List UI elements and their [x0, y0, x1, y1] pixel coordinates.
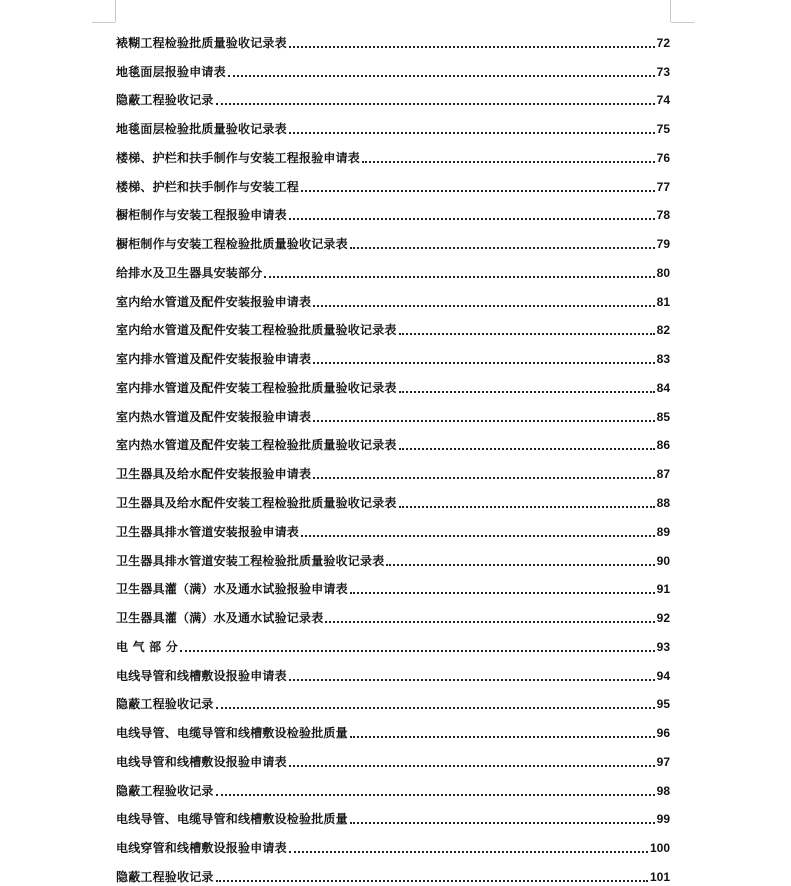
toc-entry-title: 隐蔽工程验收记录 [116, 869, 214, 884]
toc-entry-title: 楼梯、护栏和扶手制作与安装工程 [116, 179, 300, 194]
toc-dot-leader [362, 160, 655, 163]
toc-entry-page: 83 [656, 352, 670, 367]
toc-entry-page: 96 [656, 726, 670, 741]
toc-entry-page: 98 [656, 783, 670, 798]
toc-entry-title: 橱柜制作与安装工程检验批质量验收记录表 [116, 237, 348, 252]
toc-entry-page: 100 [649, 841, 670, 856]
toc-entry-title: 卫生器具灌（满）水及通水试验记录表 [116, 611, 324, 626]
toc-entry[interactable] [116, 570, 670, 599]
toc-entry-page: 87 [656, 467, 670, 482]
toc-dot-leader [386, 563, 654, 566]
toc-entry-title: 电线导管和线槽敷设报验申请表 [116, 754, 287, 769]
toc-entry[interactable] [116, 771, 670, 800]
toc-entry-title: 橱柜制作与安装工程报验申请表 [116, 208, 287, 223]
toc-entry-page: 92 [656, 611, 670, 626]
toc-dot-leader [289, 678, 655, 681]
toc-dot-leader [313, 304, 654, 307]
toc-entry-page: 97 [656, 754, 670, 769]
toc-entry[interactable] [116, 52, 670, 81]
toc-entry-page: 82 [656, 323, 670, 338]
toc-entry-page: 94 [656, 668, 670, 683]
toc-entry-title: 卫生器具排水管道安装工程检验批质量验收记录表 [116, 553, 385, 568]
toc-dot-leader [180, 649, 655, 652]
toc-dot-leader [325, 620, 654, 623]
crop-mark-top-left [115, 0, 116, 22]
toc-entry[interactable] [116, 196, 670, 225]
toc-entry-page: 86 [656, 438, 670, 453]
toc-entry-page: 93 [656, 639, 670, 654]
toc-entry[interactable] [116, 857, 670, 886]
toc-entry-title: 电线导管、电缆导管和线槽敷设检验批质量 [116, 812, 348, 827]
toc-entry[interactable] [116, 828, 670, 857]
toc-dot-leader [289, 764, 655, 767]
toc-entry-page: 85 [656, 409, 670, 424]
toc-entry-title: 楼梯、护栏和扶手制作与安装工程报验申请表 [116, 150, 361, 165]
toc-entry-title: 隐蔽工程验收记录 [116, 697, 214, 712]
toc-entry-title: 电 气 部 分 [116, 639, 178, 654]
toc-dot-leader [399, 390, 655, 393]
toc-dot-leader [264, 275, 654, 278]
toc-entry-page: 75 [656, 122, 670, 137]
toc-entry-title: 室内排水管道及配件安装报验申请表 [116, 352, 312, 367]
toc-entry-page: 80 [656, 265, 670, 280]
toc-entry-page: 76 [656, 150, 670, 165]
toc-entry-title: 地毯面层检验批质量验收记录表 [116, 122, 287, 137]
toc-entry-title: 卫生器具灌（满）水及通水试验报验申请表 [116, 582, 348, 597]
toc-dot-leader [399, 447, 655, 450]
toc-entry[interactable] [116, 426, 670, 455]
toc-entry-page: 99 [656, 812, 670, 827]
toc-entry[interactable] [116, 483, 670, 512]
toc-dot-leader [216, 879, 648, 882]
toc-entry[interactable] [116, 627, 670, 656]
toc-entry[interactable] [116, 109, 670, 138]
toc-entry-title: 卫生器具及给水配件安装工程检验批质量验收记录表 [116, 496, 397, 511]
toc-dot-leader [350, 821, 655, 824]
toc-dot-leader [216, 102, 655, 105]
toc-entry-page: 77 [656, 179, 670, 194]
toc-dot-leader [313, 419, 654, 422]
toc-dot-leader [289, 131, 655, 134]
toc-entry[interactable] [116, 253, 670, 282]
toc-dot-leader [399, 332, 655, 335]
crop-mark-top-right [671, 22, 694, 23]
toc-entry-page: 81 [656, 294, 670, 309]
toc-entry[interactable] [116, 138, 670, 167]
toc-dot-leader [289, 217, 655, 220]
toc-entry-page: 101 [649, 869, 670, 884]
table-of-contents [116, 23, 670, 886]
toc-entry[interactable] [116, 23, 670, 52]
toc-entry-page: 90 [656, 553, 670, 568]
toc-entry-title: 给排水及卫生器具安装部分 [116, 265, 263, 280]
toc-entry-title: 电线导管、电缆导管和线槽敷设检验批质量 [116, 726, 348, 741]
toc-entry[interactable] [116, 713, 670, 742]
toc-entry[interactable] [116, 742, 670, 771]
toc-dot-leader [350, 591, 655, 594]
crop-mark-top-left [92, 22, 115, 23]
toc-entry-page: 89 [656, 524, 670, 539]
toc-entry-page: 74 [656, 93, 670, 108]
toc-entry[interactable] [116, 368, 670, 397]
toc-entry-page: 88 [656, 496, 670, 511]
toc-entry[interactable] [116, 541, 670, 570]
toc-entry-title: 卫生器具及给水配件安装报验申请表 [116, 467, 312, 482]
toc-entry-title: 室内热水管道及配件安装报验申请表 [116, 409, 312, 424]
toc-entry-title: 室内给水管道及配件安装工程检验批质量验收记录表 [116, 323, 397, 338]
toc-entry[interactable] [116, 656, 670, 685]
toc-entry[interactable] [116, 311, 670, 340]
toc-dot-leader [350, 246, 655, 249]
toc-dot-leader [313, 476, 654, 479]
toc-entry-page: 73 [656, 64, 670, 79]
toc-entry-page: 91 [656, 582, 670, 597]
toc-entry-title: 隐蔽工程验收记录 [116, 783, 214, 798]
toc-entry-title: 卫生器具排水管道安装报验申请表 [116, 524, 300, 539]
toc-dot-leader [313, 361, 654, 364]
toc-dot-leader [216, 706, 655, 709]
toc-entry-title: 地毯面层报验申请表 [116, 64, 226, 79]
toc-entry-page: 84 [656, 380, 670, 395]
toc-dot-leader [301, 189, 655, 192]
toc-entry-title: 电线导管和线槽敷设报验申请表 [116, 668, 287, 683]
toc-entry-page: 72 [656, 35, 670, 50]
toc-entry[interactable] [116, 598, 670, 627]
toc-entry-title: 电线穿管和线槽敷设报验申请表 [116, 841, 287, 856]
toc-entry-title: 室内给水管道及配件安装报验申请表 [116, 294, 312, 309]
crop-mark-top-right [670, 0, 671, 22]
toc-entry-title: 室内热水管道及配件安装工程检验批质量验收记录表 [116, 438, 397, 453]
toc-entry-title: 裱糊工程检验批质量验收记录表 [116, 35, 287, 50]
toc-entry-title: 室内排水管道及配件安装工程检验批质量验收记录表 [116, 380, 397, 395]
toc-entry-title: 隐蔽工程验收记录 [116, 93, 214, 108]
toc-dot-leader [399, 505, 655, 508]
toc-entry[interactable] [116, 81, 670, 110]
toc-entry-page: 79 [656, 237, 670, 252]
toc-entry[interactable] [116, 339, 670, 368]
toc-entry[interactable] [116, 800, 670, 829]
toc-entry[interactable] [116, 282, 670, 311]
toc-dot-leader [216, 793, 655, 796]
toc-entry[interactable] [116, 454, 670, 483]
toc-dot-leader [350, 735, 655, 738]
toc-entry-page: 95 [656, 697, 670, 712]
toc-dot-leader [301, 534, 655, 537]
toc-entry[interactable] [116, 685, 670, 714]
toc-entry[interactable] [116, 224, 670, 253]
toc-dot-leader [289, 850, 648, 853]
toc-entry[interactable] [116, 512, 670, 541]
toc-entry[interactable] [116, 167, 670, 196]
toc-entry[interactable] [116, 397, 670, 426]
toc-dot-leader [289, 45, 655, 48]
toc-entry-page: 78 [656, 208, 670, 223]
toc-dot-leader [228, 74, 655, 77]
